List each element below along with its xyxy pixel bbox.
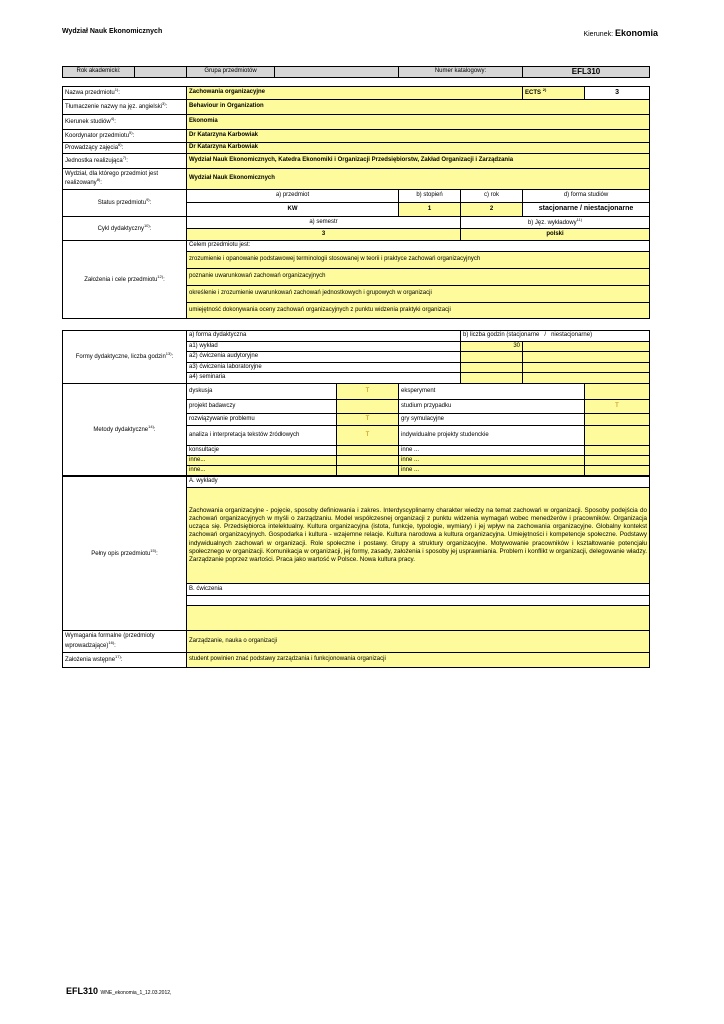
method-left: konsultacje xyxy=(187,446,337,456)
ects-label: ECTS $^{2)}$ xyxy=(523,87,585,100)
translation-value[interactable]: Behaviour in Organization xyxy=(187,100,650,115)
name-value[interactable]: Zachowania organizacyjne xyxy=(187,87,523,100)
unit-value[interactable]: Wydział Nauk Ekonomicznych, Katedra Ekonomiki i Organizacji Przedsiębiorstw, Zakład Organizacji i Zarządzania xyxy=(187,154,650,169)
direction-header xyxy=(560,28,658,38)
translation-label: Tłumaczenie nazwy na jęz. angielski$^{3)}$: xyxy=(63,100,187,115)
faculty-for-value[interactable]: Wydział Nauk Ekonomicznych xyxy=(187,169,650,190)
exercises-spacer xyxy=(187,596,650,606)
forms-label: Formy dydaktyczne, liczba godzin$^{13)}$: xyxy=(63,331,187,384)
form-hours-n[interactable] xyxy=(523,342,650,352)
goal-item[interactable]: poznanie uwarunkowań zachowań organizacyjnych xyxy=(187,269,650,286)
method-left-mark[interactable]: T xyxy=(337,426,399,446)
direction-label: Kierunek: xyxy=(583,31,614,38)
method-right-mark[interactable] xyxy=(585,414,650,426)
description-label: Pełny opis przedmiotu$^{15)}$: xyxy=(63,477,187,631)
method-left-mark[interactable]: T xyxy=(337,384,399,400)
form-hours-s[interactable] xyxy=(461,373,523,384)
footer-code: EFL310 xyxy=(66,986,99,996)
cycle-value-b[interactable]: polski xyxy=(461,229,650,241)
status-header-b: b) stopień xyxy=(399,190,461,203)
form-hours-s[interactable] xyxy=(461,352,523,363)
method-right-mark[interactable] xyxy=(585,426,650,446)
status-label: Status przedmiotu$^{9)}$: xyxy=(63,190,187,217)
cycle-label: Cykl dydaktyczny$^{10)}$: xyxy=(63,217,187,241)
group-value[interactable] xyxy=(275,67,399,78)
method-right: inne ... xyxy=(399,456,585,466)
method-left: analiza i interpretacja tekstów źródłowych xyxy=(187,426,337,446)
lecturer-value[interactable]: Dr Katarzyna Karbowiak xyxy=(187,143,650,154)
form-name: a1) wykład xyxy=(187,342,461,352)
status-header-c: c) rok xyxy=(461,190,523,203)
assumptions-value[interactable]: student powinien znać podstawy zarządzania i funkcjonowania organizacji xyxy=(187,653,650,668)
top-bar xyxy=(62,66,649,78)
catalog-value: EFL310 xyxy=(523,67,650,78)
forms-table xyxy=(62,330,649,384)
method-left-mark[interactable] xyxy=(337,466,399,476)
goal-item[interactable]: określenie i zrozumienie uwarunkowań zachowań jednostkowych i grupowych w organizacji xyxy=(187,286,650,303)
academic-year-value[interactable] xyxy=(135,67,187,78)
method-right: gry symulacyjne xyxy=(399,414,585,426)
status-value-d[interactable]: stacjonarne / niestacjonarne xyxy=(523,203,650,217)
goals-label: Założenia i cele przedmiotu$^{12)}$: xyxy=(63,241,187,319)
catalog-label: Numer katalogowy: xyxy=(399,67,523,78)
group-label: Grupa przedmiotów xyxy=(187,67,275,78)
form-name: a3) ćwiczenia laboratoryjne xyxy=(187,363,461,373)
form-hours-n[interactable] xyxy=(523,363,650,373)
requirements-label: Wymagania formalne (przedmioty wprowadzające)$^{16)}$: xyxy=(63,631,187,653)
method-right: inne ... xyxy=(399,446,585,456)
form-hours-n[interactable] xyxy=(523,352,650,363)
lecturer-label: Prowadzący zajęcia$^{6)}$: xyxy=(63,143,187,154)
method-left: inne... xyxy=(187,466,337,476)
method-right: eksperyment xyxy=(399,384,585,400)
name-label: Nazwa przedmiotu$^{1)}$: xyxy=(63,87,187,100)
requirements-value[interactable]: Zarządzanie, nauka o organizacji xyxy=(187,631,650,653)
faculty-header: Wydział Nauk Ekonomicznych xyxy=(62,28,163,35)
method-left-mark[interactable] xyxy=(337,400,399,414)
status-value-c[interactable]: 2 xyxy=(461,203,523,217)
status-value-b[interactable]: 1 xyxy=(399,203,461,217)
direction-value: Ekonomia xyxy=(614,28,658,38)
form-name: a4) seminaria xyxy=(187,373,461,384)
methods-table xyxy=(62,383,649,476)
exercises-label: B. ćwiczenia xyxy=(187,584,650,596)
coordinator-value[interactable]: Dr Katarzyna Karbowiak xyxy=(187,130,650,143)
lectures-label: A. wykłady xyxy=(187,477,650,488)
status-value-a[interactable]: KW xyxy=(187,203,399,217)
description-table xyxy=(62,476,649,668)
method-left: dyskusja xyxy=(187,384,337,400)
cycle-header-b: b) Jęz. wykładowy$^{11)}$ xyxy=(461,217,650,229)
method-right: studium przypadku xyxy=(399,400,585,414)
lectures-description[interactable]: Zachowania organizacyjne - pojęcie, sposoby definiowania i zakres. Interdyscyplinarny charakter wiedzy na temat zachowań w organizacji. Sposoby podejścia do zachowań organizacyjnych w myśli o zarządzaniu. Model współczesnej organizacji z punktu widzenia wymagań wobec menedżerów i pracowników. Organizacja ucząca się. Przedsiębiorca intelektualny. Kultura organizacyjna (istota, funkcje, typologie, wymiary) i jej wpływ na zachowania organizacyjne. Globalny kontekst zachowań organizacyjnych. Gospodarka i kultura - wzajemne relacje. Kultura narodowa a kultura organizacyjna. Umiejętności i kompetencje społeczne. Podstawy indywidualnych zachowań w organizacji. Role społeczne i postawy. Grupy a struktury organizacyjne. Motywowanie pracowników i kształtowanie potencjału społecznego w organizacji. Komunikacja w organizacji, jej formy, zasady, założenia i sposoby jej usprawniania. Problem i konflikt w organizacji, delegowanie władzy. Zarządzanie poprzez wartości. Praca jako wartość w Polsce. Nowa kultura pracy. xyxy=(187,488,650,584)
method-left-mark[interactable] xyxy=(337,456,399,466)
methods-label: Metody dydaktyczne$^{14)}$: xyxy=(63,384,187,476)
method-left-mark[interactable] xyxy=(337,446,399,456)
status-header-d: d) forma studiów xyxy=(523,190,650,203)
study-direction-label: Kierunek studiów$^{4)}$: xyxy=(63,115,187,130)
status-header-a: a) przedmiot xyxy=(187,190,399,203)
method-right: inne ... xyxy=(399,466,585,476)
ects-value[interactable]: 3 xyxy=(585,87,650,100)
method-left: projekt badawczy xyxy=(187,400,337,414)
method-right-mark[interactable] xyxy=(585,384,650,400)
form-hours-s[interactable] xyxy=(461,363,523,373)
goals-intro: Celem przedmiotu jest: xyxy=(187,241,650,252)
method-left: inne... xyxy=(187,456,337,466)
coordinator-label: Koordynator przedmiotu$^{5)}$: xyxy=(63,130,187,143)
exercises-description[interactable] xyxy=(187,606,650,631)
course-info-table xyxy=(62,86,649,319)
form-hours-n[interactable] xyxy=(523,373,650,384)
method-left: rozwiązywanie problemu xyxy=(187,414,337,426)
forms-header-b: b) liczba godzin (stacjonarne / niestacjonarne) xyxy=(461,331,650,342)
faculty-for-label: Wydział, dla którego przedmiot jest realizowany$^{8)}$: xyxy=(63,169,187,190)
cycle-value-a[interactable]: 3 xyxy=(187,229,461,241)
method-right-mark[interactable] xyxy=(585,446,650,456)
form-hours-s[interactable]: 30 xyxy=(461,342,523,352)
study-direction-value[interactable]: Ekonomia xyxy=(187,115,650,130)
goal-item[interactable]: umiejętność dokonywania oceny zachowań organizacyjnych z punktu widzenia praktyki organizacji xyxy=(187,303,650,319)
form-name: a2) ćwiczenia audytoryjne xyxy=(187,352,461,363)
academic-year-label: Rok akademicki: xyxy=(63,67,135,78)
method-right-mark[interactable] xyxy=(585,466,650,476)
assumptions-label: Założenia wstępne$^{17)}$: xyxy=(63,653,187,668)
method-right-mark[interactable]: T xyxy=(585,400,650,414)
method-right: indywidualne projekty studenckie xyxy=(399,426,585,446)
footer-file: WNE_ekonomia_1_12.03.2012, xyxy=(100,990,172,996)
method-right-mark[interactable] xyxy=(585,456,650,466)
forms-header-a: a) forma dydaktyczna xyxy=(187,331,461,342)
goal-item[interactable]: zrozumienie i opanowanie podstawowej terminologii stosowanej w teorii i praktyce zachowań organizacyjnych xyxy=(187,252,650,269)
page-footer xyxy=(66,986,171,996)
unit-label: Jednostka realizująca$^{7)}$: xyxy=(63,154,187,169)
cycle-header-a: a) semestr xyxy=(187,217,461,229)
method-left-mark[interactable]: T xyxy=(337,414,399,426)
